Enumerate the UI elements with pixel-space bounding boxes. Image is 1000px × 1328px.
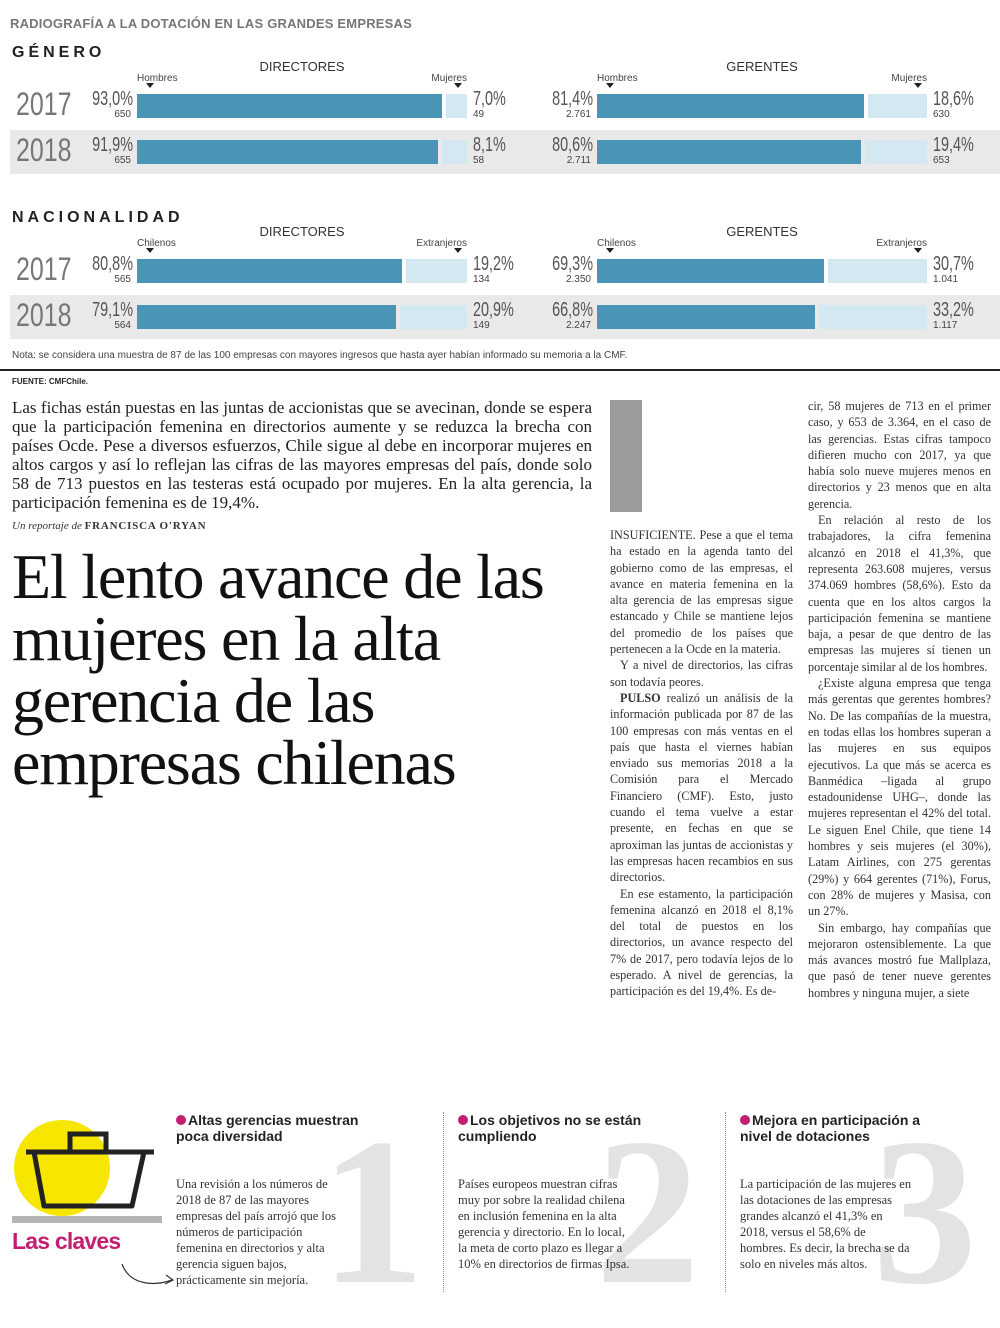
minor-percent-label: 18,6% [933,88,974,110]
section-title-nacionalidad: NACIONALIDAD [12,209,184,226]
bullet-dot-icon [740,1115,750,1125]
article-headline: El lento avance de las mujeres en la alta gerencia de las empresas chilenas [12,541,544,798]
minor-percent-label: 19,2% [473,253,514,275]
column-separator [725,1112,727,1292]
article-paragraph: INSUFICIENTE. Pese a que el tema ha estado en la agenda tanto del gobierno como de las empresas, el avance en materia femenina en la alta gerencia de las empresas sigue estancado y Chile se mantiene lejos del promedio de los países que pertenecen a la Ocde en la materia. [610,528,793,657]
article-paragraph: Sin embargo, hay compañías que mejoraron ostensiblemente. La que más avances mostró fue Mallplaza, que pasó de tener nueve gerentes hombres y ninguna mujer, a siete [808,920,991,1000]
byline-author: FRANCISCA O'RYAN [84,520,207,532]
key-title-text: Los objetivos no se están cumpliendo [458,1112,642,1144]
minor-count-label: 134 [473,274,490,285]
arrow-down-icon [146,248,154,253]
article-column-1 [610,527,793,1000]
stacked-bar [137,305,467,329]
minor-count-label: 1.117 [933,320,958,331]
year-label: 2017 [16,251,72,287]
bar-minor-segment [400,305,467,329]
byline-prefix: Un reportaje de [12,520,82,532]
minor-percent-label: 30,7% [933,253,974,275]
bullet-dot-icon [176,1115,186,1125]
major-count-label: 565 [114,274,131,285]
legend-left-label: Hombres [597,73,638,84]
stacked-bar [597,94,927,118]
major-count-label: 650 [114,109,131,120]
article-column-2 [808,398,991,1001]
stacked-bar [137,259,467,283]
group-title: GERENTES [726,59,798,74]
paragraph-text: realizó un análisis de la información publicada por 87 de las 100 empresas con más ventas en el país que hasta el viernes habían enviado sus memorias 2018 a la Comisión para el Mercado Financiero (CMF). Esto, justo cuando el tema vuelve a estar presente, en fechas en que se aproximan las juntas de accionistas y las empresas hacen recambios en sus directorios. [610,690,793,885]
bar-minor-segment [828,259,927,283]
article-lede: Las fichas están puestas en las juntas de accionistas que se avecinan, donde se espera que la participación femenina en directorios aumente y se reduzca la brecha con países Ocde. Pese a diversos esfuerzos, Chile sigue al debe en incorporar mujeres en altos cargos y así lo reflejan las cifras de las mayores empresas del país, donde solo 58 de 713 puestos en las testeras está ocupado por mujeres. En la alta gerencia, la participación femenina es de 19,4%. [12,398,592,512]
minor-count-label: 1.041 [933,274,959,285]
bar-major-segment [137,305,396,329]
group-title: GERENTES [726,224,798,239]
major-percent-label: 69,3% [552,253,593,275]
bar-major-segment [597,305,815,329]
key-title-1 [176,1112,366,1144]
bar-minor-segment [442,140,467,164]
key-title-2 [458,1112,648,1144]
key-text-3: La participación de las mujeres en las dotaciones de las empresas grandes alcanzó el 41,3% en 2018, versus el 58,6% de hombres. Es decir, la brecha se da solo en niveles más altos. [740,1177,912,1271]
shopping-basket-icon [14,1110,162,1220]
bar-minor-segment [406,259,467,283]
bar-minor-segment [446,94,467,118]
article-paragraph: En relación al resto de los trabajadores, la cifra femenina alcanzó en 2018 el 41,3%, que representa 263.608 mujeres, versus 374.069 hombres (58,6%). Esto da cuenta que en los altos cargos la participación femenina se mantiene baja, a pesar de que dentro de las empresas las mujeres sí tienen un porcentaje similar al de los hombres. [808,513,991,674]
key-text-1: Una revisión a los números de 2018 de 87 de las mayores empresas del país arrojó que los números de participación femenina en directorios y alta gerencia siguen bajos, prácticamente sin mejoría. [176,1177,337,1287]
bar-minor-segment [868,94,927,118]
year-label: 2018 [16,132,72,168]
minor-count-label: 58 [473,155,485,166]
bullet-dot-icon [458,1115,468,1125]
key-number-3: 3 [872,1096,977,1328]
stacked-bar [597,140,927,164]
drop-cap-block [610,400,642,512]
major-count-label: 2.761 [565,109,591,120]
minor-percent-label: 7,0% [473,88,506,110]
major-percent-label: 81,4% [552,88,593,110]
article-paragraph: En ese estamento, la participación femenina alcanzó en 2018 el 8,1% del total de puestos en los directorios, un avance respecto del 7% de 2017, pero todavía lejos de lo esperado. A nivel de gerencias, la participación es del 19,4%. Es de- [610,886,793,999]
article-byline [12,520,206,532]
major-percent-label: 80,6% [552,134,593,156]
arrow-down-icon [454,248,462,253]
major-count-label: 2.350 [565,274,591,285]
claves-label: Las claves [12,1228,121,1254]
bar-major-segment [597,140,861,164]
arrow-down-icon [914,83,922,88]
minor-percent-label: 33,2% [933,299,974,321]
minor-count-label: 149 [473,320,490,331]
legend-right-label: Extranjeros [876,238,927,249]
major-count-label: 2.711 [566,155,591,166]
divider-rule [0,369,1000,371]
arrow-icon [120,1260,180,1290]
minor-count-label: 49 [473,109,485,120]
minor-percent-label: 8,1% [473,134,506,156]
minor-count-label: 630 [933,109,950,120]
legend-left-label: Chilenos [137,238,176,249]
group-title: DIRECTORES [259,59,345,74]
major-percent-label: 93,0% [92,88,133,110]
article-paragraph: ¿Existe alguna empresa que tenga más gerentas que gerentes hombres? No. De las compañías de la muestra, en todas ellas los hombres superan a las mujeres en sus equipos ejecutivos. La que más se acerca es Banmédica –ligada al grupo estadounidense UHG–, donde las mujeres representan el 42% del total. Le siguen Enel Chile, que tiene 14 hombres y seis mujeres (el 30%), Latam Airlines, con 275 gerentas (29%) y 664 gerentes (71%), Forus, con 28% de mujeres y Masisa, con un 27%. [808,676,991,919]
year-label: 2017 [16,86,72,122]
stacked-bar [137,94,467,118]
arrow-down-icon [606,248,614,253]
key-title-text: Mejora en participación a nivel de dotaciones [740,1112,921,1144]
claves-divider [12,1216,162,1223]
legend-left-label: Hombres [137,73,178,84]
bar-major-segment [137,140,438,164]
stacked-bar [597,305,927,329]
bar-major-segment [137,259,402,283]
arrow-down-icon [146,83,154,88]
chart-source: FUENTE: CMFChile. [12,377,88,386]
section-title-genero: GÉNERO [12,44,106,61]
article-paragraph [610,690,793,886]
chart-note: Nota: se considera una muestra de 87 de las 100 empresas con mayores ingresos que hasta ayer habían informado su memoria a la CMF. [12,350,628,361]
arrow-down-icon [606,83,614,88]
major-count-label: 655 [114,155,131,166]
bar-major-segment [137,94,442,118]
minor-count-label: 653 [933,155,950,166]
key-number-1: 1 [320,1096,425,1328]
legend-right-label: Mujeres [431,73,467,84]
major-percent-label: 66,8% [552,299,593,321]
column-separator [443,1112,445,1292]
bar-minor-segment [819,305,927,329]
bar-minor-segment [865,140,927,164]
major-percent-label: 80,8% [92,253,133,275]
legend-left-label: Chilenos [597,238,636,249]
major-percent-label: 79,1% [92,299,133,321]
article-paragraph: Y a nivel de directorios, las cifras son todavía peores. [610,658,793,689]
article-paragraph: cir, 58 mujeres de 713 en el primer caso, y 653 de 3.364, en el caso de las gerencias. Estas cifras tampoco difieren mucho con 2017, ya que había solo nueve mujeres menos en directorios y 23 menos que en alta gerencia. [808,399,991,511]
minor-percent-label: 20,9% [473,299,514,321]
stacked-bar [137,140,467,164]
key-text-2: Países europeos muestran cifras muy por sobre la realidad chilena en inclusión femenina en la alta gerencia y directorio. En lo local, la meta de corto plazo es llegar a 10% en directorios de firmas Ipsa. [458,1177,630,1271]
major-percent-label: 91,9% [92,134,133,156]
arrow-down-icon [454,83,462,88]
bar-major-segment [597,94,864,118]
infographic-kicker: RADIOGRAFÍA A LA DOTACIÓN EN LAS GRANDES EMPRESAS [10,16,412,31]
arrow-down-icon [914,248,922,253]
key-title-3 [740,1112,930,1144]
group-title: DIRECTORES [259,224,345,239]
bar-major-segment [597,259,824,283]
key-title-text: Altas gerencias muestran poca diversidad [176,1112,359,1144]
legend-right-label: Mujeres [891,73,927,84]
brand-name: PULSO [620,690,661,705]
stacked-bar [597,259,927,283]
year-label: 2018 [16,297,72,333]
minor-percent-label: 19,4% [933,134,974,156]
key-number-2: 2 [595,1096,700,1328]
legend-right-label: Extranjeros [416,238,467,249]
major-count-label: 564 [114,320,131,331]
major-count-label: 2.247 [565,320,591,331]
